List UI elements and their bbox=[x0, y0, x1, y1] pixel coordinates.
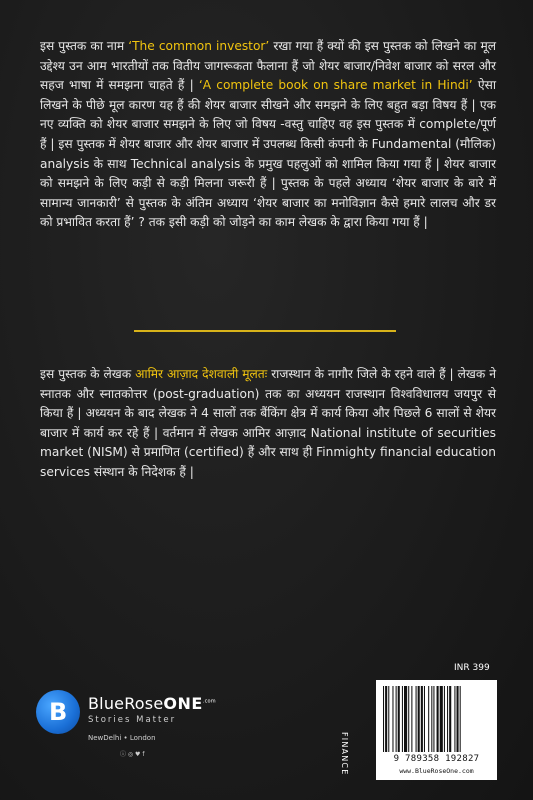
barcode-bar bbox=[421, 686, 423, 752]
description-text-2: रखा गया हैं क्यों की इस पुस्तक को लिखने का मूल उद्देश्य उन आम भारतीयों तक वितीय जागरूकता फैलाना हैं जो शेयर बाजार/निवेश बाजार को सरल और सहज भाषा में समझना चाहते हैं | bbox=[40, 39, 497, 93]
barcode-bar bbox=[460, 686, 461, 752]
author-text-2: राजस्थान के नागौर जिले के रहने वाले हैं | लेखक ने स्नातक और स्नातकोत्तर (post-graduation) तक का अध्ययन राजस्थान विश्वविधालय जयपुर से किया हैं | अध्ययन के बाद लेखक ने 4 सालों तक बैंकिंग क्षेत्र में कार्य किया और पिछले 6 सालों से शेयर बाजार में कार्य कर रहे हैं | वर्तमान में लेखक आमिर आज़ाद National institute of securities market (NISM) से प्रमाणित (certified) हैं और साथ ही Finmighty financial education services संस्थान के निदेशक हैं | bbox=[40, 367, 496, 479]
subtitle-highlight: ‘A complete book on share market in Hindi’ bbox=[198, 78, 473, 93]
publisher-tagline: Stories Matter bbox=[88, 715, 177, 725]
barcode-bar bbox=[457, 686, 459, 752]
barcode-bar bbox=[447, 686, 448, 752]
barcode-bar bbox=[428, 686, 429, 752]
author-text-1: इस पुस्तक के लेखक bbox=[40, 367, 136, 381]
barcode-bar bbox=[385, 686, 387, 752]
isbn-barcode bbox=[376, 680, 497, 780]
publisher-name-suffix: .com bbox=[202, 698, 216, 705]
barcode-bar bbox=[388, 686, 389, 752]
barcode-bar bbox=[402, 686, 403, 752]
barcode-bar bbox=[433, 686, 434, 752]
description-text-3: ऐसा लिखने के पीछे मूल कारण यह हैं की शेयर बाजार सीखने और समझने के लिए बहुत बड़ा विषय हैं | एक नए व्यक्ति को शेयर बाजार समझने के लिए जो विषय -वस्तु चाहिए वह इस पुस्तक में complete/पूर्ण हैं | इस पुस्तक में शेयर बाजार और शेयर बाजार में उपलब्ध किसी कंपनी के Fundamental (मौलिक) analysis के साथ Technical analysis के प्रमुख पहलुओं को शामिल किया गया हैं | शेयर बाजार को समझने के लिए कड़ी से कड़ी मिलना जरूरी हैं | पुस्तक के पहले अध्याय ‘शेयर बाजार के बारे में सामान्य जानकारी’ से पुस्तक के अंतिम अध्याय ‘शेयर बाजार का मनोविज्ञान कैसे हमारे लालच और डर को प्रभावित करता हैं’ ? तक इसी कड़ी को जोड़ने का काम लेखक के द्वारा किया गया हैं | bbox=[40, 78, 496, 230]
barcode-bar bbox=[431, 686, 432, 752]
bluerose-b-icon bbox=[36, 690, 80, 734]
barcode-bar bbox=[449, 686, 451, 752]
barcode-bar bbox=[440, 686, 443, 752]
barcode-bar bbox=[444, 686, 445, 752]
author-name-highlight: आमिर आज़ाद देशवाली मूलतः bbox=[135, 367, 268, 381]
barcode-icon bbox=[383, 686, 490, 752]
publisher-logo bbox=[36, 690, 236, 780]
barcode-bar bbox=[383, 686, 384, 752]
logo-letter: B bbox=[49, 698, 68, 726]
barcode-bar bbox=[398, 686, 400, 752]
book-title-highlight: ‘The common investor’ bbox=[128, 39, 270, 53]
barcode-bar bbox=[404, 686, 407, 752]
publisher-name-blue: BlueRose bbox=[88, 694, 164, 713]
section-divider bbox=[134, 330, 396, 332]
barcode-bar bbox=[411, 686, 412, 752]
category-label: FINANCE bbox=[340, 732, 349, 776]
publisher-website: www.BlueRoseOne.com bbox=[399, 767, 474, 775]
barcode-bar bbox=[396, 686, 397, 752]
barcode-bar bbox=[416, 686, 417, 752]
barcode-bar bbox=[424, 686, 425, 752]
barcode-bar bbox=[408, 686, 409, 752]
isbn-number: 9 789358 192827 bbox=[393, 754, 480, 764]
publisher-name bbox=[88, 694, 216, 713]
publisher-name-one: ONE bbox=[163, 694, 203, 713]
author-bio-paragraph bbox=[40, 365, 496, 483]
barcode-bar bbox=[454, 686, 455, 752]
barcode-bar bbox=[392, 686, 393, 752]
social-icons: ⓘ ◎ ♥ f bbox=[120, 751, 145, 758]
publisher-cities: NewDelhi • London bbox=[88, 734, 156, 742]
barcode-bar bbox=[437, 686, 439, 752]
price-label: INR 399 bbox=[454, 663, 490, 673]
barcode-bar bbox=[418, 686, 420, 752]
description-text-1: इस पुस्तक का नाम bbox=[40, 39, 129, 53]
book-description-paragraph bbox=[40, 37, 496, 233]
